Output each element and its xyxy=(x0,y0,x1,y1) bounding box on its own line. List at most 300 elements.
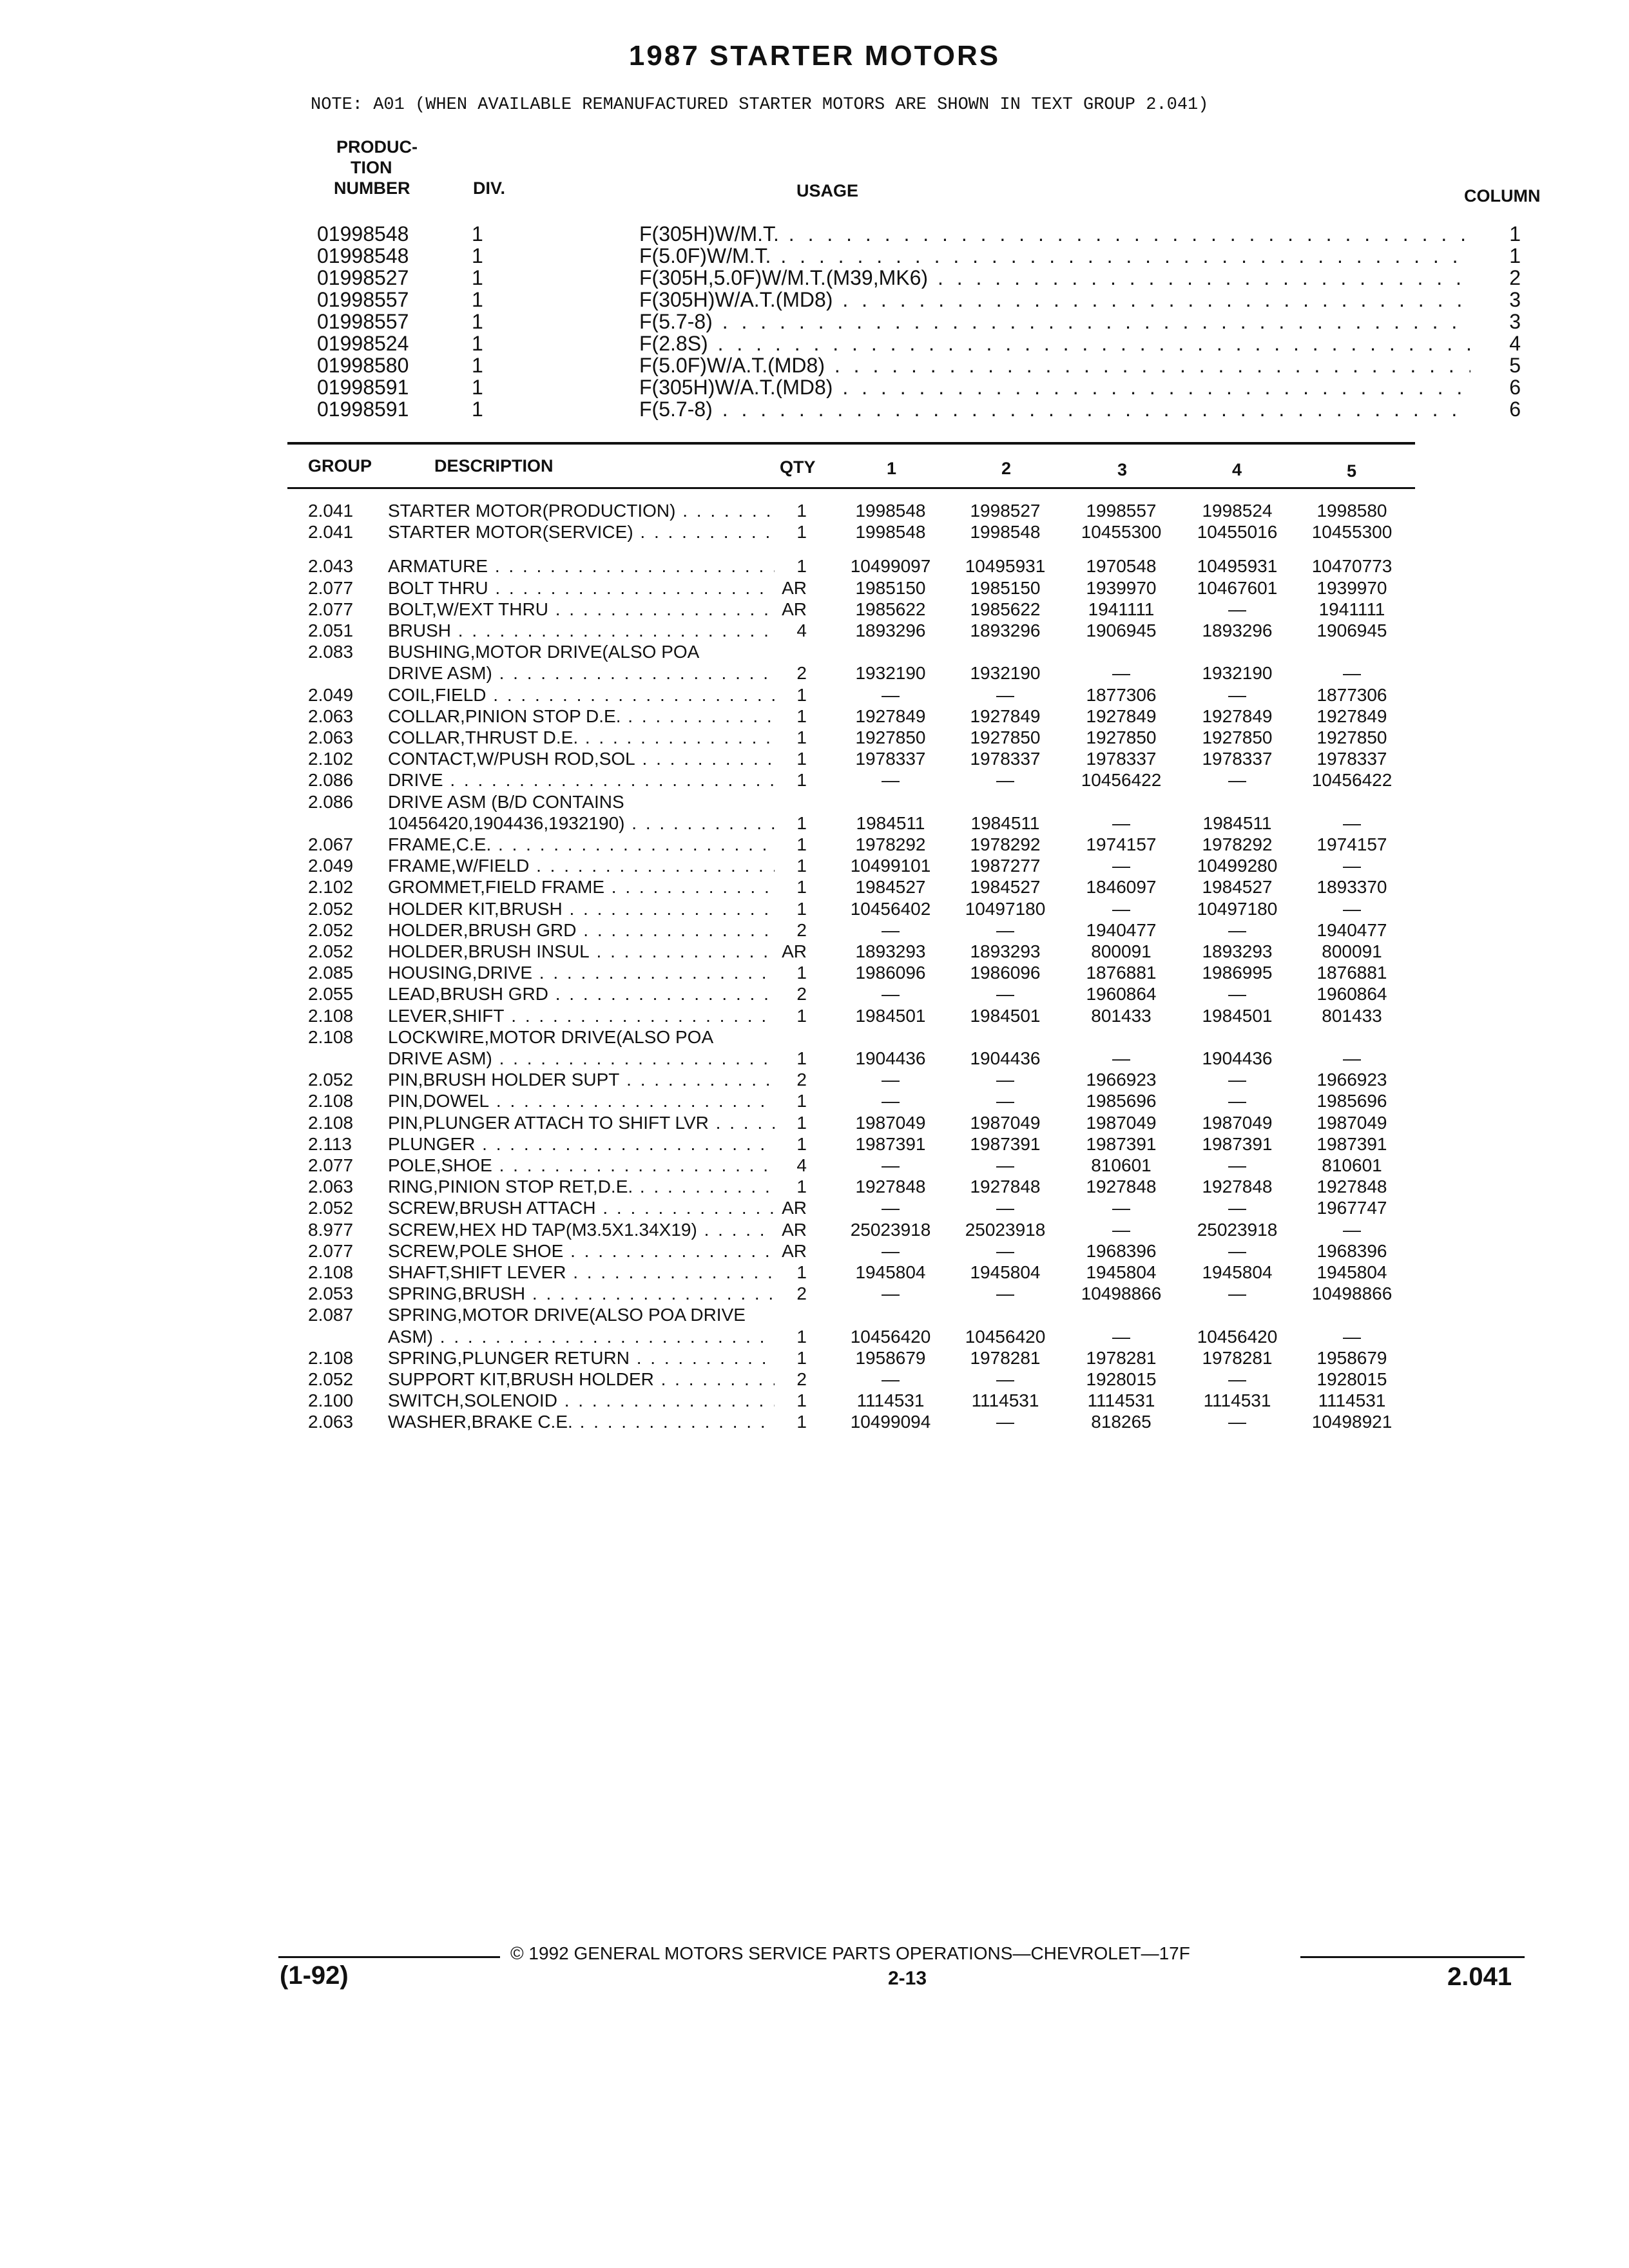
group-number: 2.063 xyxy=(308,1177,354,1197)
part-number-col-3: 1846097 xyxy=(1086,877,1157,898)
part-quantity: 1 xyxy=(796,1048,807,1068)
part-number-col-5: 1927849 xyxy=(1316,706,1387,726)
part-number-col-2: 1987277 xyxy=(970,856,1041,876)
part-description: SWITCH,SOLENOID . . . xyxy=(388,1390,775,1411)
parts-row xyxy=(0,599,1629,620)
part-number-col-4: 10455016 xyxy=(1197,522,1278,543)
part-number-col-4: 10467601 xyxy=(1197,577,1278,598)
part-number-col-4: — xyxy=(1228,1155,1246,1175)
part-description: COLLAR,THRUST D.E. . . . xyxy=(388,727,775,748)
production-number: 01998524 xyxy=(317,332,409,355)
part-description: DRIVE ASM (B/D CONTAINS xyxy=(388,791,624,812)
part-number-col-1: — xyxy=(882,1070,900,1090)
part-number-col-4: 10495931 xyxy=(1197,556,1278,577)
parts-row xyxy=(0,1262,1629,1283)
group-number: 2.108 xyxy=(308,1262,354,1282)
part-number-col-2: — xyxy=(996,1240,1014,1261)
part-quantity: 1 xyxy=(796,1262,807,1282)
parts-row xyxy=(0,1112,1629,1133)
part-number-col-1: 1987391 xyxy=(855,1133,926,1154)
parts-row xyxy=(0,919,1629,941)
part-quantity: 1 xyxy=(796,1347,807,1368)
part-number-col-3: 10498866 xyxy=(1081,1283,1162,1304)
footer-rule-right xyxy=(1300,1956,1525,1958)
part-description: PIN,BRUSH HOLDER SUPT . . . xyxy=(388,1069,775,1090)
part-number-col-2: 1984511 xyxy=(970,812,1040,833)
group-number: 2.041 xyxy=(308,501,354,521)
part-number-col-4: — xyxy=(1228,599,1246,619)
part-description: STARTER MOTOR(SERVICE) . . . xyxy=(388,521,775,543)
group-number: 2.085 xyxy=(308,963,354,983)
part-number-col-5: — xyxy=(1343,898,1361,919)
group-number: 2.108 xyxy=(308,1091,354,1111)
part-quantity: 1 xyxy=(796,556,807,577)
usage-text: F(5.0F)W/A.T.(MD8) . . . xyxy=(639,354,1470,376)
part-number-col-5: 800091 xyxy=(1322,941,1382,961)
division: 1 xyxy=(472,266,483,289)
part-number-col-5: 10456422 xyxy=(1311,770,1393,791)
footer-copyright: © 1992 GENERAL MOTORS SERVICE PARTS OPERATIONS—CHEVROLET—17F xyxy=(510,1943,1190,1963)
parts-row xyxy=(0,812,1629,834)
parts-row xyxy=(0,1026,1629,1048)
part-number-col-4: 1893296 xyxy=(1202,620,1273,640)
parts-row xyxy=(0,1090,1629,1111)
part-number-col-2: 1985622 xyxy=(970,599,1041,619)
group-number: 2.083 xyxy=(308,642,354,662)
part-description: CONTACT,W/PUSH ROD,SOL . . . xyxy=(388,748,775,769)
part-quantity: 1 xyxy=(796,834,807,854)
col-5-header: 5 xyxy=(1347,461,1357,481)
parts-row xyxy=(0,577,1629,599)
parts-row xyxy=(0,1219,1629,1240)
part-description: HOLDER,BRUSH GRD . . . xyxy=(388,919,775,941)
part-number-col-5: — xyxy=(1343,1219,1361,1240)
part-number-col-3: 1941111 xyxy=(1088,599,1155,619)
usage-row xyxy=(317,332,1547,354)
parts-row xyxy=(0,876,1629,898)
qty-header: QTY xyxy=(780,457,816,477)
part-number-col-3: 10455300 xyxy=(1081,522,1162,543)
part-number-col-3: — xyxy=(1112,812,1130,833)
part-number-col-1: — xyxy=(882,984,900,1004)
part-number-col-3: 1927849 xyxy=(1086,706,1157,726)
production-number: 01998591 xyxy=(317,376,409,399)
part-number-col-4: — xyxy=(1228,1369,1246,1389)
part-description: SPRING,MOTOR DRIVE(ALSO POA DRIVE xyxy=(388,1305,746,1325)
usage-column: 6 xyxy=(1509,398,1521,421)
part-quantity: 1 xyxy=(796,898,807,919)
part-number-col-4: — xyxy=(1228,1091,1246,1111)
usage-text: F(305H)W/A.T.(MD8) . . . xyxy=(639,376,1470,398)
part-quantity: 2 xyxy=(796,984,807,1004)
part-number-col-2: — xyxy=(996,919,1014,940)
part-description: SPRING,BRUSH . . . xyxy=(388,1283,775,1304)
group-number: 2.052 xyxy=(308,1198,354,1218)
part-number-col-1: 10456402 xyxy=(850,898,931,919)
part-quantity: 1 xyxy=(796,1177,807,1197)
part-number-col-1: 1984511 xyxy=(856,812,925,833)
col-1-header: 1 xyxy=(887,459,897,478)
group-number: 2.108 xyxy=(308,1005,354,1026)
part-number-col-2: — xyxy=(996,1091,1014,1111)
part-description: COIL,FIELD . . . xyxy=(388,684,775,706)
usage-row xyxy=(317,245,1547,267)
division: 1 xyxy=(472,310,483,333)
part-number-col-4: 1978281 xyxy=(1202,1347,1273,1368)
part-number-col-4: 1978292 xyxy=(1202,834,1273,854)
part-quantity: 4 xyxy=(796,1155,807,1175)
part-number-col-2: — xyxy=(996,1198,1014,1218)
part-number-col-1: — xyxy=(882,1283,900,1304)
part-number-col-5: 1968396 xyxy=(1316,1240,1387,1261)
group-number: 2.052 xyxy=(308,919,354,940)
part-description: DRIVE . . . xyxy=(388,769,775,791)
parts-row xyxy=(0,1283,1629,1304)
part-number-col-5: 1966923 xyxy=(1316,1070,1387,1090)
part-number-col-2: — xyxy=(996,1155,1014,1175)
usage-column: 4 xyxy=(1509,332,1521,355)
part-description: SCREW,BRUSH ATTACH . . . xyxy=(388,1197,775,1218)
part-number-col-5: 1987049 xyxy=(1316,1112,1387,1133)
part-quantity: 1 xyxy=(796,749,807,769)
part-number-col-4: — xyxy=(1228,1240,1246,1261)
part-number-col-3: 10456422 xyxy=(1081,770,1162,791)
part-description: PIN,DOWEL . . . xyxy=(388,1090,775,1111)
part-number-col-5: 10470773 xyxy=(1311,556,1393,577)
usage-column: 5 xyxy=(1509,354,1521,377)
part-number-col-5: 1928015 xyxy=(1316,1369,1387,1389)
part-quantity: 1 xyxy=(796,1005,807,1026)
part-quantity: AR xyxy=(782,1198,807,1218)
parts-row xyxy=(0,1304,1629,1325)
production-number: 01998580 xyxy=(317,354,409,377)
part-description: SPRING,PLUNGER RETURN . . . xyxy=(388,1347,775,1369)
part-number-col-3: 1987391 xyxy=(1086,1133,1157,1154)
part-quantity: 1 xyxy=(796,1091,807,1111)
part-number-col-2: 1927848 xyxy=(970,1177,1041,1197)
parts-row xyxy=(0,684,1629,706)
part-number-col-4: 1987391 xyxy=(1202,1133,1273,1154)
part-number-col-5: 1876881 xyxy=(1316,963,1387,983)
part-description: BUSHING,MOTOR DRIVE(ALSO POA xyxy=(388,642,700,662)
group-number: 2.077 xyxy=(308,599,354,619)
usage-row xyxy=(317,223,1547,245)
part-number-col-2: 1978337 xyxy=(970,749,1041,769)
parts-row xyxy=(0,521,1629,543)
part-number-col-4: 10456420 xyxy=(1197,1326,1278,1347)
part-number-col-4: — xyxy=(1228,1070,1246,1090)
part-number-col-4: 1984527 xyxy=(1202,877,1273,898)
part-number-col-4: 10497180 xyxy=(1197,898,1278,919)
column-header: COLUMN xyxy=(1464,186,1541,206)
part-number-col-5: 1945804 xyxy=(1316,1262,1387,1282)
part-number-col-2: 1978281 xyxy=(970,1347,1041,1368)
group-number: 2.108 xyxy=(308,1026,354,1047)
part-quantity: 2 xyxy=(796,919,807,940)
part-number-col-2: — xyxy=(996,1283,1014,1304)
part-quantity: 4 xyxy=(796,620,807,640)
part-number-col-2: — xyxy=(996,984,1014,1004)
part-number-col-2: 1984501 xyxy=(970,1005,1041,1026)
part-number-col-1: 1978337 xyxy=(855,749,926,769)
part-number-col-1: 1904436 xyxy=(855,1048,926,1068)
part-number-col-3: 801433 xyxy=(1091,1005,1152,1026)
usage-text: F(2.8S) . . . xyxy=(639,332,1470,354)
usage-text: F(305H)W/M.T. . . . xyxy=(639,223,1470,245)
part-number-col-1: — xyxy=(882,1369,900,1389)
part-quantity: 1 xyxy=(796,856,807,876)
part-description: LEVER,SHIFT . . . xyxy=(388,1005,775,1026)
group-number: 2.049 xyxy=(308,684,354,705)
part-description: DRIVE ASM) . . . xyxy=(388,662,775,684)
part-number-col-4: 1927850 xyxy=(1202,727,1273,747)
production-number: 01998557 xyxy=(317,310,409,333)
part-number-col-3: — xyxy=(1112,856,1130,876)
part-number-col-2: 1893293 xyxy=(970,941,1041,961)
part-number-col-2: 1987049 xyxy=(970,1112,1041,1133)
group-number: 2.053 xyxy=(308,1283,354,1304)
usage-column: 1 xyxy=(1509,222,1521,245)
part-number-col-5: 1893370 xyxy=(1316,877,1387,898)
part-number-col-1: 1984527 xyxy=(855,877,926,898)
footer-page-number: 2-13 xyxy=(888,1968,927,1989)
part-number-col-5: 1939970 xyxy=(1316,577,1387,598)
parts-row xyxy=(0,855,1629,876)
part-number-col-1: — xyxy=(882,684,900,705)
part-number-col-3: 1945804 xyxy=(1086,1262,1157,1282)
part-number-col-5: — xyxy=(1343,663,1361,684)
part-description: POLE,SHOE . . . xyxy=(388,1155,775,1176)
part-number-col-3: 1966923 xyxy=(1086,1070,1157,1090)
group-number: 2.055 xyxy=(308,984,354,1004)
part-number-col-4: 10499280 xyxy=(1197,856,1278,876)
division: 1 xyxy=(472,376,483,399)
group-number: 2.052 xyxy=(308,1369,354,1389)
part-number-col-4: 1932190 xyxy=(1202,663,1273,684)
part-number-col-3: — xyxy=(1112,663,1130,684)
part-quantity: AR xyxy=(782,1219,807,1240)
part-number-col-5: 801433 xyxy=(1322,1005,1382,1026)
part-number-col-3: 1939970 xyxy=(1086,577,1157,598)
part-number-col-2: 1932190 xyxy=(970,663,1041,684)
usage-row xyxy=(317,398,1547,420)
parts-row xyxy=(0,791,1629,812)
part-quantity: 1 xyxy=(796,963,807,983)
part-number-col-2: 1984527 xyxy=(970,877,1041,898)
part-number-col-3: 1927850 xyxy=(1086,727,1157,747)
part-description: COLLAR,PINION STOP D.E. . . . xyxy=(388,706,775,727)
part-number-col-3: 1114531 xyxy=(1087,1390,1155,1411)
part-description: PIN,PLUNGER ATTACH TO SHIFT LVR . . . xyxy=(388,1112,775,1133)
parts-row xyxy=(0,620,1629,641)
group-number: 2.052 xyxy=(308,1070,354,1090)
part-quantity: 1 xyxy=(796,1326,807,1347)
part-number-col-3: 1998557 xyxy=(1086,501,1157,521)
part-number-col-4: 1904436 xyxy=(1202,1048,1273,1068)
part-number-col-1: 1998548 xyxy=(855,522,926,543)
usage-row xyxy=(317,311,1547,332)
division: 1 xyxy=(472,332,483,355)
part-number-col-1: 1927848 xyxy=(855,1177,926,1197)
part-number-col-1: 1985622 xyxy=(855,599,926,619)
section-divider-header xyxy=(287,487,1415,489)
usage-column: 3 xyxy=(1509,288,1521,311)
col-3-header: 3 xyxy=(1117,460,1128,479)
part-number-col-1: — xyxy=(882,1155,900,1175)
parts-row xyxy=(0,1390,1629,1411)
part-number-col-3: 1877306 xyxy=(1086,684,1157,705)
group-number: 2.077 xyxy=(308,1240,354,1261)
parts-row xyxy=(0,1069,1629,1090)
group-number: 2.087 xyxy=(308,1305,354,1325)
part-number-col-4: — xyxy=(1228,919,1246,940)
part-number-col-3: 1978337 xyxy=(1086,749,1157,769)
part-number-col-1: 1893293 xyxy=(855,941,926,961)
part-number-col-1: 1927849 xyxy=(855,706,926,726)
parts-row xyxy=(0,727,1629,748)
group-number: 8.977 xyxy=(308,1219,354,1240)
part-number-col-4: 25023918 xyxy=(1197,1219,1278,1240)
part-number-col-5: 1960864 xyxy=(1316,984,1387,1004)
group-number: 2.063 xyxy=(308,727,354,747)
part-number-col-5: 10455300 xyxy=(1311,522,1393,543)
part-number-col-3: — xyxy=(1112,1219,1130,1240)
part-number-col-4: — xyxy=(1228,770,1246,791)
production-header-1: PRODUC- xyxy=(336,137,418,157)
part-number-col-5: — xyxy=(1343,1326,1361,1347)
part-number-col-4: — xyxy=(1228,1198,1246,1218)
usage-column: 6 xyxy=(1509,376,1521,399)
part-number-col-1: 10499101 xyxy=(850,856,931,876)
part-number-col-2: 1998527 xyxy=(970,501,1041,521)
part-description: RING,PINION STOP RET,D.E. . . . xyxy=(388,1176,775,1197)
part-number-col-5: 1114531 xyxy=(1318,1390,1386,1411)
part-description: DRIVE ASM) . . . xyxy=(388,1048,775,1069)
part-quantity: 1 xyxy=(796,812,807,833)
part-number-col-1: 1932190 xyxy=(855,663,926,684)
part-number-col-3: 1960864 xyxy=(1086,984,1157,1004)
group-number: 2.052 xyxy=(308,898,354,919)
usage-header: USAGE xyxy=(796,181,859,200)
part-description: BOLT THRU . . . xyxy=(388,577,775,599)
production-header-2: TION xyxy=(351,158,392,177)
part-quantity: AR xyxy=(782,599,807,619)
parts-row xyxy=(0,555,1629,577)
part-number-col-3: 1927848 xyxy=(1086,1177,1157,1197)
part-number-col-2: 1904436 xyxy=(970,1048,1041,1068)
part-quantity: 1 xyxy=(796,522,807,543)
part-description: SCREW,POLE SHOE . . . xyxy=(388,1240,775,1262)
usage-text: F(305H)W/A.T.(MD8) . . . xyxy=(639,289,1470,311)
part-number-col-5: 1927848 xyxy=(1316,1177,1387,1197)
parts-row xyxy=(0,941,1629,962)
part-number-col-5: 1927850 xyxy=(1316,727,1387,747)
production-number: 01998557 xyxy=(317,288,409,311)
usage-row xyxy=(317,376,1547,398)
group-number: 2.077 xyxy=(308,1155,354,1175)
division: 1 xyxy=(472,354,483,377)
group-number: 2.077 xyxy=(308,577,354,598)
part-number-col-4: — xyxy=(1228,1283,1246,1304)
part-number-col-4: 1893293 xyxy=(1202,941,1273,961)
part-number-col-1: — xyxy=(882,1198,900,1218)
part-description: LEAD,BRUSH GRD . . . xyxy=(388,983,775,1004)
part-number-col-3: 810601 xyxy=(1091,1155,1152,1175)
parts-row xyxy=(0,662,1629,684)
part-quantity: 1 xyxy=(796,1390,807,1411)
parts-row xyxy=(0,748,1629,769)
part-number-col-4: 1986995 xyxy=(1202,963,1273,983)
part-number-col-3: 818265 xyxy=(1091,1412,1152,1432)
parts-row xyxy=(0,1369,1629,1390)
production-number: 01998591 xyxy=(317,398,409,421)
parts-row xyxy=(0,1048,1629,1069)
group-number: 2.102 xyxy=(308,749,354,769)
group-number: 2.108 xyxy=(308,1112,354,1133)
part-number-col-2: 1893296 xyxy=(970,620,1041,640)
part-number-col-3: — xyxy=(1112,1326,1130,1347)
footer-date: (1-92) xyxy=(280,1961,349,1990)
group-number: 2.100 xyxy=(308,1390,354,1411)
part-number-col-4: 1945804 xyxy=(1202,1262,1273,1282)
part-number-col-1: 25023918 xyxy=(850,1219,931,1240)
part-quantity: 2 xyxy=(796,1369,807,1389)
part-quantity: AR xyxy=(782,941,807,961)
part-number-col-2: 10495931 xyxy=(965,556,1046,577)
parts-row xyxy=(0,500,1629,521)
part-number-col-1: 1958679 xyxy=(855,1347,926,1368)
part-number-col-2: 1978292 xyxy=(970,834,1041,854)
parts-row xyxy=(0,1197,1629,1218)
group-number: 2.086 xyxy=(308,791,354,812)
part-number-col-2: — xyxy=(996,684,1014,705)
part-description: ARMATURE . . . xyxy=(388,555,775,577)
usage-row xyxy=(317,267,1547,289)
part-number-col-4: 1927849 xyxy=(1202,706,1273,726)
parts-row xyxy=(0,1176,1629,1197)
part-number-col-5: — xyxy=(1343,812,1361,833)
part-quantity: 1 xyxy=(796,684,807,705)
production-number: 01998548 xyxy=(317,222,409,245)
part-number-col-1: 1114531 xyxy=(856,1390,925,1411)
parts-row xyxy=(0,1133,1629,1155)
part-number-col-2: 10497180 xyxy=(965,898,1046,919)
part-number-col-1: 10456420 xyxy=(850,1326,931,1347)
part-number-col-5: 1987391 xyxy=(1316,1133,1387,1154)
part-number-col-5: 10498866 xyxy=(1311,1283,1393,1304)
production-number: 01998548 xyxy=(317,244,409,267)
part-number-col-2: 1987391 xyxy=(970,1133,1041,1154)
part-number-col-5: 1998580 xyxy=(1316,501,1387,521)
part-number-col-2: 25023918 xyxy=(965,1219,1046,1240)
part-description: FRAME,C.E. . . . xyxy=(388,834,775,855)
part-number-col-1: 1945804 xyxy=(855,1262,926,1282)
part-number-col-2: 1927850 xyxy=(970,727,1041,747)
part-number-col-1: 1984501 xyxy=(855,1005,926,1026)
parts-row xyxy=(0,769,1629,791)
parts-row xyxy=(0,1155,1629,1176)
part-number-col-3: 1968396 xyxy=(1086,1240,1157,1261)
part-quantity: AR xyxy=(782,1240,807,1261)
part-number-col-1: 10499097 xyxy=(850,556,931,577)
parts-row xyxy=(0,641,1629,662)
part-description: ASM) . . . xyxy=(388,1326,775,1347)
part-number-col-3: 1876881 xyxy=(1086,963,1157,983)
part-quantity: 1 xyxy=(796,501,807,521)
col-4-header: 4 xyxy=(1232,460,1242,479)
part-number-col-2: 1985150 xyxy=(970,577,1041,598)
part-description: SHAFT,SHIFT LEVER . . . xyxy=(388,1262,775,1283)
